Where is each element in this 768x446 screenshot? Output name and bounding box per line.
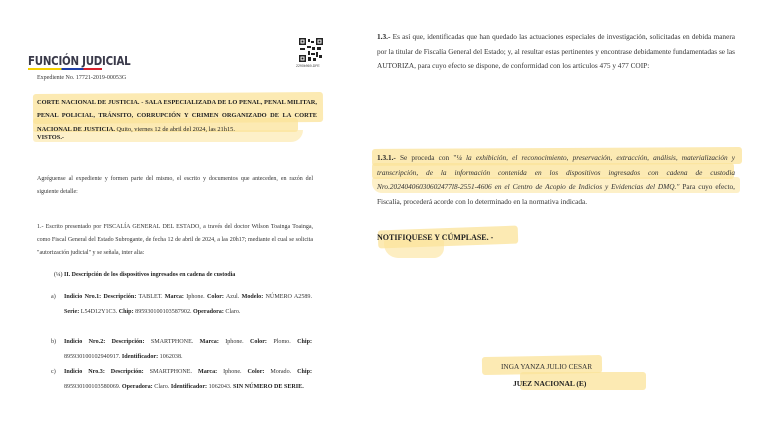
field-label: Operadora: (193, 309, 224, 316)
field-value: 1062038. (159, 354, 183, 361)
notification-heading: NOTIFIQUESE Y CÚMPLASE. - (377, 233, 494, 242)
field-value: SMARTPHONE. (150, 339, 194, 345)
field-value: Azul. (225, 294, 240, 300)
evidence-item (51, 365, 313, 396)
paragraph-1-3 (377, 30, 735, 74)
field-value: Iphone. (225, 339, 244, 345)
court-heading (37, 96, 317, 136)
field-label: Chip: (118, 309, 134, 316)
field-label: Identificador: (121, 354, 159, 361)
field-label: Chip: (297, 369, 313, 375)
agreguense-paragraph: Agréguense al expediente y formen parte del mismo, el escrito y documentos que anteceden, en razón del siguiente detalle: (37, 176, 313, 195)
court-heading-bold: CORTE NACIONAL DE JUSTICIA. - SALA ESPECIALIZADA DE LO PENAL, PENAL MILITAR, PENAL POLICIAL, TRÁNSITO, CORRUPCIÓN Y CRIMEN ORGANIZADO DE LA CORTE NACIONAL DE JUSTICIA. (37, 99, 317, 133)
field-value: SMARTPHONE. (149, 369, 193, 375)
highlight-notification-tail (384, 240, 444, 258)
qr-code-label: 2290b969-DFE (296, 64, 320, 68)
field-label: Marca: (199, 339, 219, 345)
field-value: Claro. (225, 309, 241, 316)
field-value: Claro. (154, 384, 170, 391)
evidence-item (51, 290, 313, 321)
signature-name: INGA YANZA JULIO CESAR (501, 362, 593, 371)
court-heading-date: Quito, viernes 12 de abril del 2024, las 21h15. (114, 125, 235, 133)
field-label: Indicio Nro.3: (64, 369, 105, 375)
field-label: Descripción: (110, 369, 144, 375)
section-title: II. Descripción de los dispositivos ingresados en cadena de custodia (64, 272, 236, 278)
field-label: SIN NÚMERO DE SERIE. (233, 384, 304, 391)
field-value: Plomo. (273, 339, 291, 345)
field-label: Descripción: (103, 294, 137, 300)
field-label: Modelo: (241, 294, 264, 300)
field-value: TABLET. (138, 294, 163, 300)
qr-code-icon (299, 38, 323, 62)
paragraph-number: 1.3.- (377, 32, 391, 41)
field-label: Chip: (297, 339, 313, 345)
funcion-judicial-logo (28, 52, 153, 70)
paragraph-text: Para cuyo efecto, Fiscalía, procederá acorde con lo determinado en la normativa indicada. (377, 182, 735, 206)
field-value: 895930100103580069. (64, 384, 121, 391)
section-heading (54, 272, 235, 278)
field-value: 1062043. (208, 384, 232, 391)
field-value: 895930100103587902. (135, 309, 192, 316)
field-value: Iphone. (186, 294, 205, 300)
logo-flag-bar (28, 68, 102, 70)
item-marker: a) (51, 294, 56, 300)
field-label: Indicio Nro.2: (64, 339, 106, 345)
paragraph-number: 1.3.1.- (377, 153, 396, 162)
field-label: Color: (247, 369, 265, 375)
section-prefix: (¼) (54, 272, 64, 278)
evidence-item (51, 335, 313, 366)
field-label: Marca: (164, 294, 184, 300)
logo-text: FUNCIÓN JUDICIAL (28, 53, 131, 68)
paragraph-quote: ¼ la exhibición, el reconocimiento, preservación, extracción, análisis, materialización y transcripción, de la información contenida en los dispositivos ingresados con cadena de custodia Nro.20240406030602477l8-2551-4606 en el Centro de Acopio de Indicios y Evidencias del DMQ." (377, 153, 735, 191)
field-value: NÚMERO A2589. (265, 294, 313, 300)
field-label: Marca: (197, 369, 218, 375)
field-label: Indicio Nro.1: (64, 294, 102, 300)
paragraph-text: Es así que, identificadas que han quedado las actuaciones especiales de investigación, solicitadas en debida manera por la titular de Fiscalía General del Estado; y, al resultar estas pertinentes y encontrase debidamente fundamentadas se las AUTORIZA, para cuyo efecto se dispone, de conformidad con los artículos 475 y 477 COIP: (377, 32, 735, 70)
escrito-paragraph: 1.- Escrito presentado por FISCALÍA GENERAL DEL ESTADO, a través del doctor Wilson Toainga Toainga, como Fiscal General del Estado Subrogante, de fecha 12 de abril de 2024, a las 20h17; mediante el cual se solicita "autorización judicial" y se señala, inter alia: (37, 224, 313, 256)
field-label: Color: (250, 339, 267, 345)
field-value: Iphone. (223, 369, 242, 375)
signature-title: JUEZ NACIONAL (E) (513, 379, 587, 388)
field-label: Color: (207, 294, 224, 300)
item-marker: c) (51, 369, 56, 375)
field-label: Identificador: (170, 384, 208, 391)
field-label: Descripción: (111, 339, 145, 345)
field-value: 895930100102940917. (64, 354, 121, 361)
item-marker: b) (51, 339, 57, 345)
paragraph-intro: Se proceda con " (395, 153, 457, 162)
paragraph-1-3-1 (377, 151, 735, 209)
field-value: L54D12Y1C3. (80, 309, 118, 316)
field-label: Serie: (64, 309, 80, 316)
expediente-number: Expediente No. 17721-2019-00053G (37, 75, 127, 81)
field-value: Morado. (270, 369, 292, 375)
field-label: Operadora: (121, 384, 153, 391)
vistos-label: VISTOS.- (37, 134, 65, 141)
